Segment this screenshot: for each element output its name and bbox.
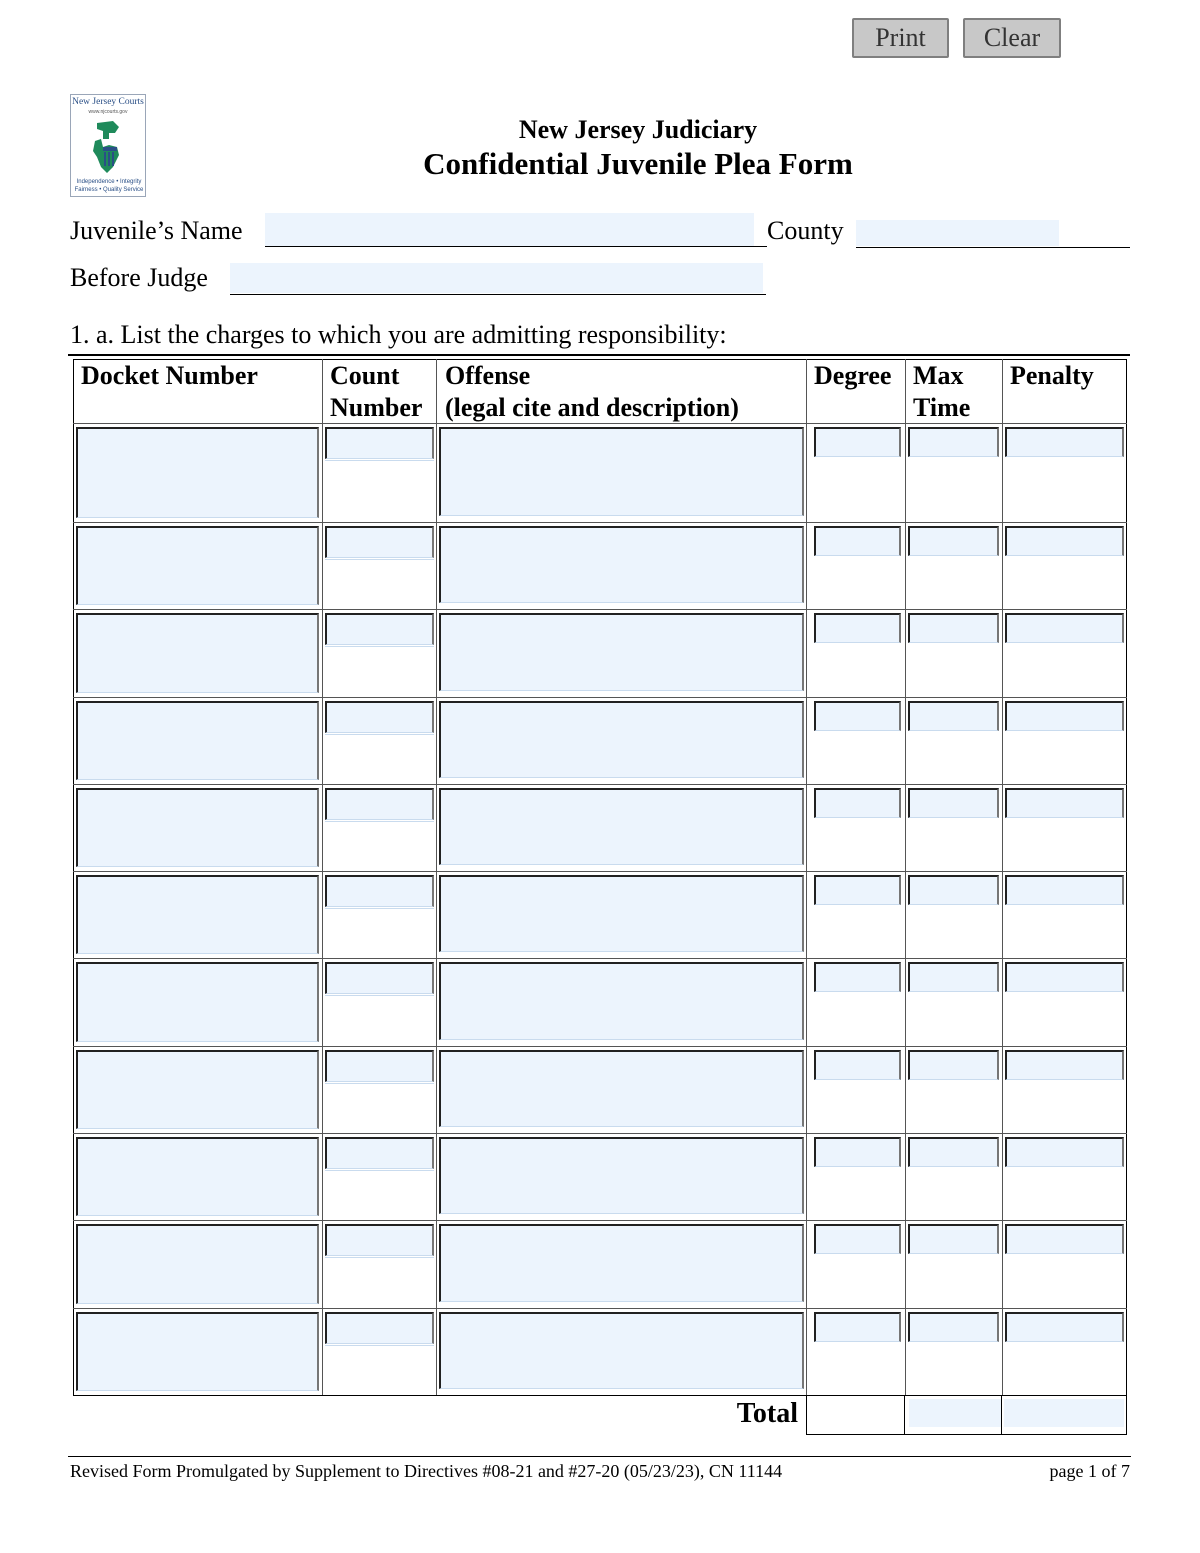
table-row-divider bbox=[73, 697, 1127, 698]
docket-number-input[interactable] bbox=[76, 701, 319, 780]
penalty-input[interactable] bbox=[1005, 526, 1124, 556]
count-field-underline bbox=[325, 1257, 434, 1258]
print-button[interactable]: Print bbox=[852, 18, 949, 58]
degree-input[interactable] bbox=[814, 875, 901, 905]
count-number-input[interactable] bbox=[325, 701, 434, 733]
docket-number-input[interactable] bbox=[76, 1312, 319, 1391]
footer-divider bbox=[68, 1456, 1131, 1457]
total-penalty-cell bbox=[1002, 1395, 1127, 1435]
max-time-input[interactable] bbox=[908, 1050, 999, 1080]
count-field-underline bbox=[325, 1083, 434, 1084]
table-row-divider bbox=[73, 522, 1127, 523]
footer-page-number: page 1 of 7 bbox=[1049, 1461, 1130, 1481]
degree-input[interactable] bbox=[814, 701, 901, 731]
penalty-input[interactable] bbox=[1005, 788, 1124, 818]
count-number-input[interactable] bbox=[325, 875, 434, 907]
penalty-input[interactable] bbox=[1005, 1224, 1124, 1254]
degree-input[interactable] bbox=[814, 788, 901, 818]
docket-number-input[interactable] bbox=[76, 1224, 319, 1304]
offense-input[interactable] bbox=[439, 875, 804, 952]
degree-input[interactable] bbox=[814, 1050, 901, 1080]
total-label: Total bbox=[736, 1398, 798, 1429]
table-row-divider bbox=[73, 1133, 1127, 1134]
count-number-input[interactable] bbox=[325, 1137, 434, 1169]
count-number-input[interactable] bbox=[325, 788, 434, 820]
table-row-divider bbox=[73, 423, 1127, 424]
max-time-input[interactable] bbox=[908, 788, 999, 818]
table-row-divider bbox=[73, 958, 1127, 959]
question-1a: 1. a. List the charges to which you are admitting responsibility: bbox=[70, 320, 727, 349]
total-penalty-input[interactable] bbox=[1004, 1399, 1124, 1427]
degree-input[interactable] bbox=[814, 1137, 901, 1167]
table-row-divider bbox=[73, 1308, 1127, 1309]
offense-input[interactable] bbox=[439, 701, 804, 778]
count-field-underline bbox=[325, 559, 434, 560]
max-time-input[interactable] bbox=[908, 875, 999, 905]
table-row-divider bbox=[73, 1046, 1127, 1047]
max-time-input[interactable] bbox=[908, 1312, 999, 1342]
degree-input[interactable] bbox=[814, 962, 901, 992]
table-row-divider bbox=[73, 871, 1127, 872]
logo-url: www.njcourts.gov bbox=[88, 109, 128, 115]
max-time-input[interactable] bbox=[908, 962, 999, 992]
penalty-input[interactable] bbox=[1005, 962, 1124, 992]
docket-number-input[interactable] bbox=[76, 788, 319, 867]
count-field-underline bbox=[325, 821, 434, 822]
county-label: County bbox=[767, 216, 844, 245]
col-header-count: Count Number bbox=[330, 361, 423, 422]
degree-input[interactable] bbox=[814, 1224, 901, 1254]
count-field-underline bbox=[325, 1345, 434, 1346]
county-input[interactable] bbox=[856, 220, 1059, 246]
table-row-divider bbox=[73, 1220, 1127, 1221]
max-time-input[interactable] bbox=[908, 526, 999, 556]
count-number-input[interactable] bbox=[325, 962, 434, 994]
max-time-input[interactable] bbox=[908, 613, 999, 643]
docket-number-input[interactable] bbox=[76, 526, 319, 605]
offense-input[interactable] bbox=[439, 1224, 804, 1302]
logo-motto: Independence • Integrity Fairness • Quality Service bbox=[74, 179, 144, 193]
offense-input[interactable] bbox=[439, 788, 804, 865]
footer-revision: Revised Form Promulgated by Supplement to Directives #08-21 and #27-20 (05/23/23), CN 11144 bbox=[70, 1461, 783, 1481]
count-field-underline bbox=[325, 1170, 434, 1171]
table-col-divider bbox=[806, 359, 807, 1395]
organization-heading: New Jersey Judiciary bbox=[518, 115, 758, 144]
penalty-input[interactable] bbox=[1005, 701, 1124, 731]
offense-input[interactable] bbox=[439, 427, 804, 516]
total-max-time-cell bbox=[905, 1395, 1002, 1435]
offense-input[interactable] bbox=[439, 613, 804, 691]
offense-input[interactable] bbox=[439, 1312, 804, 1389]
col-header-degree: Degree bbox=[814, 361, 892, 390]
count-field-underline bbox=[325, 646, 434, 647]
penalty-input[interactable] bbox=[1005, 1050, 1124, 1080]
table-col-divider bbox=[436, 359, 437, 1395]
docket-number-input[interactable] bbox=[76, 427, 319, 518]
logo-title: New Jersey Courts bbox=[72, 97, 144, 107]
max-time-input[interactable] bbox=[908, 701, 999, 731]
col-header-docket: Docket Number bbox=[81, 361, 258, 390]
judge-label: Before Judge bbox=[70, 263, 208, 292]
judge-input[interactable] bbox=[230, 263, 763, 293]
degree-input[interactable] bbox=[814, 1312, 901, 1342]
offense-input[interactable] bbox=[439, 962, 804, 1040]
table-row-divider bbox=[73, 784, 1127, 785]
total-degree-cell bbox=[806, 1395, 905, 1435]
max-time-input[interactable] bbox=[908, 1224, 999, 1254]
degree-input[interactable] bbox=[814, 613, 901, 643]
penalty-input[interactable] bbox=[1005, 613, 1124, 643]
docket-number-input[interactable] bbox=[76, 1137, 319, 1216]
docket-number-input[interactable] bbox=[76, 1050, 319, 1129]
max-time-input[interactable] bbox=[908, 1137, 999, 1167]
col-header-offense: Offense (legal cite and description) bbox=[445, 361, 739, 422]
count-number-input[interactable] bbox=[325, 613, 434, 645]
count-field-underline bbox=[325, 734, 434, 735]
clear-button[interactable]: Clear bbox=[963, 18, 1061, 58]
table-col-divider bbox=[322, 359, 323, 1395]
count-number-input[interactable] bbox=[325, 1312, 434, 1344]
count-field-underline bbox=[325, 908, 434, 909]
form-title: Confidential Juvenile Plea Form bbox=[423, 146, 853, 181]
count-number-input[interactable] bbox=[325, 1224, 434, 1256]
count-field-underline bbox=[325, 995, 434, 996]
col-header-penalty: Penalty bbox=[1010, 361, 1094, 390]
count-number-input[interactable] bbox=[325, 526, 434, 558]
count-number-input[interactable] bbox=[325, 1050, 434, 1082]
count-number-input[interactable] bbox=[325, 427, 434, 459]
docket-number-input[interactable] bbox=[76, 613, 319, 693]
degree-input[interactable] bbox=[814, 526, 901, 556]
offense-input[interactable] bbox=[439, 1050, 804, 1127]
table-col-divider bbox=[1002, 359, 1003, 1395]
table-col-divider bbox=[905, 359, 906, 1395]
col-header-max-time: Max Time bbox=[913, 361, 971, 422]
question-divider bbox=[68, 354, 1130, 356]
juvenile-name-input[interactable] bbox=[265, 213, 754, 246]
penalty-input[interactable] bbox=[1005, 1312, 1124, 1342]
docket-number-input[interactable] bbox=[76, 962, 319, 1042]
county-underline bbox=[856, 247, 1130, 248]
juvenile-name-underline bbox=[265, 246, 767, 247]
juvenile-name-label: Juvenile’s Name bbox=[70, 216, 243, 245]
penalty-input[interactable] bbox=[1005, 427, 1124, 457]
degree-input[interactable] bbox=[814, 427, 901, 457]
total-max-time-input[interactable] bbox=[909, 1399, 1001, 1427]
offense-input[interactable] bbox=[439, 1137, 804, 1214]
docket-number-input[interactable] bbox=[76, 875, 319, 954]
count-field-underline bbox=[325, 460, 434, 461]
max-time-input[interactable] bbox=[908, 427, 999, 457]
penalty-input[interactable] bbox=[1005, 875, 1124, 905]
table-row-divider bbox=[73, 609, 1127, 610]
penalty-input[interactable] bbox=[1005, 1137, 1124, 1167]
offense-input[interactable] bbox=[439, 526, 804, 603]
judge-underline bbox=[230, 294, 766, 295]
